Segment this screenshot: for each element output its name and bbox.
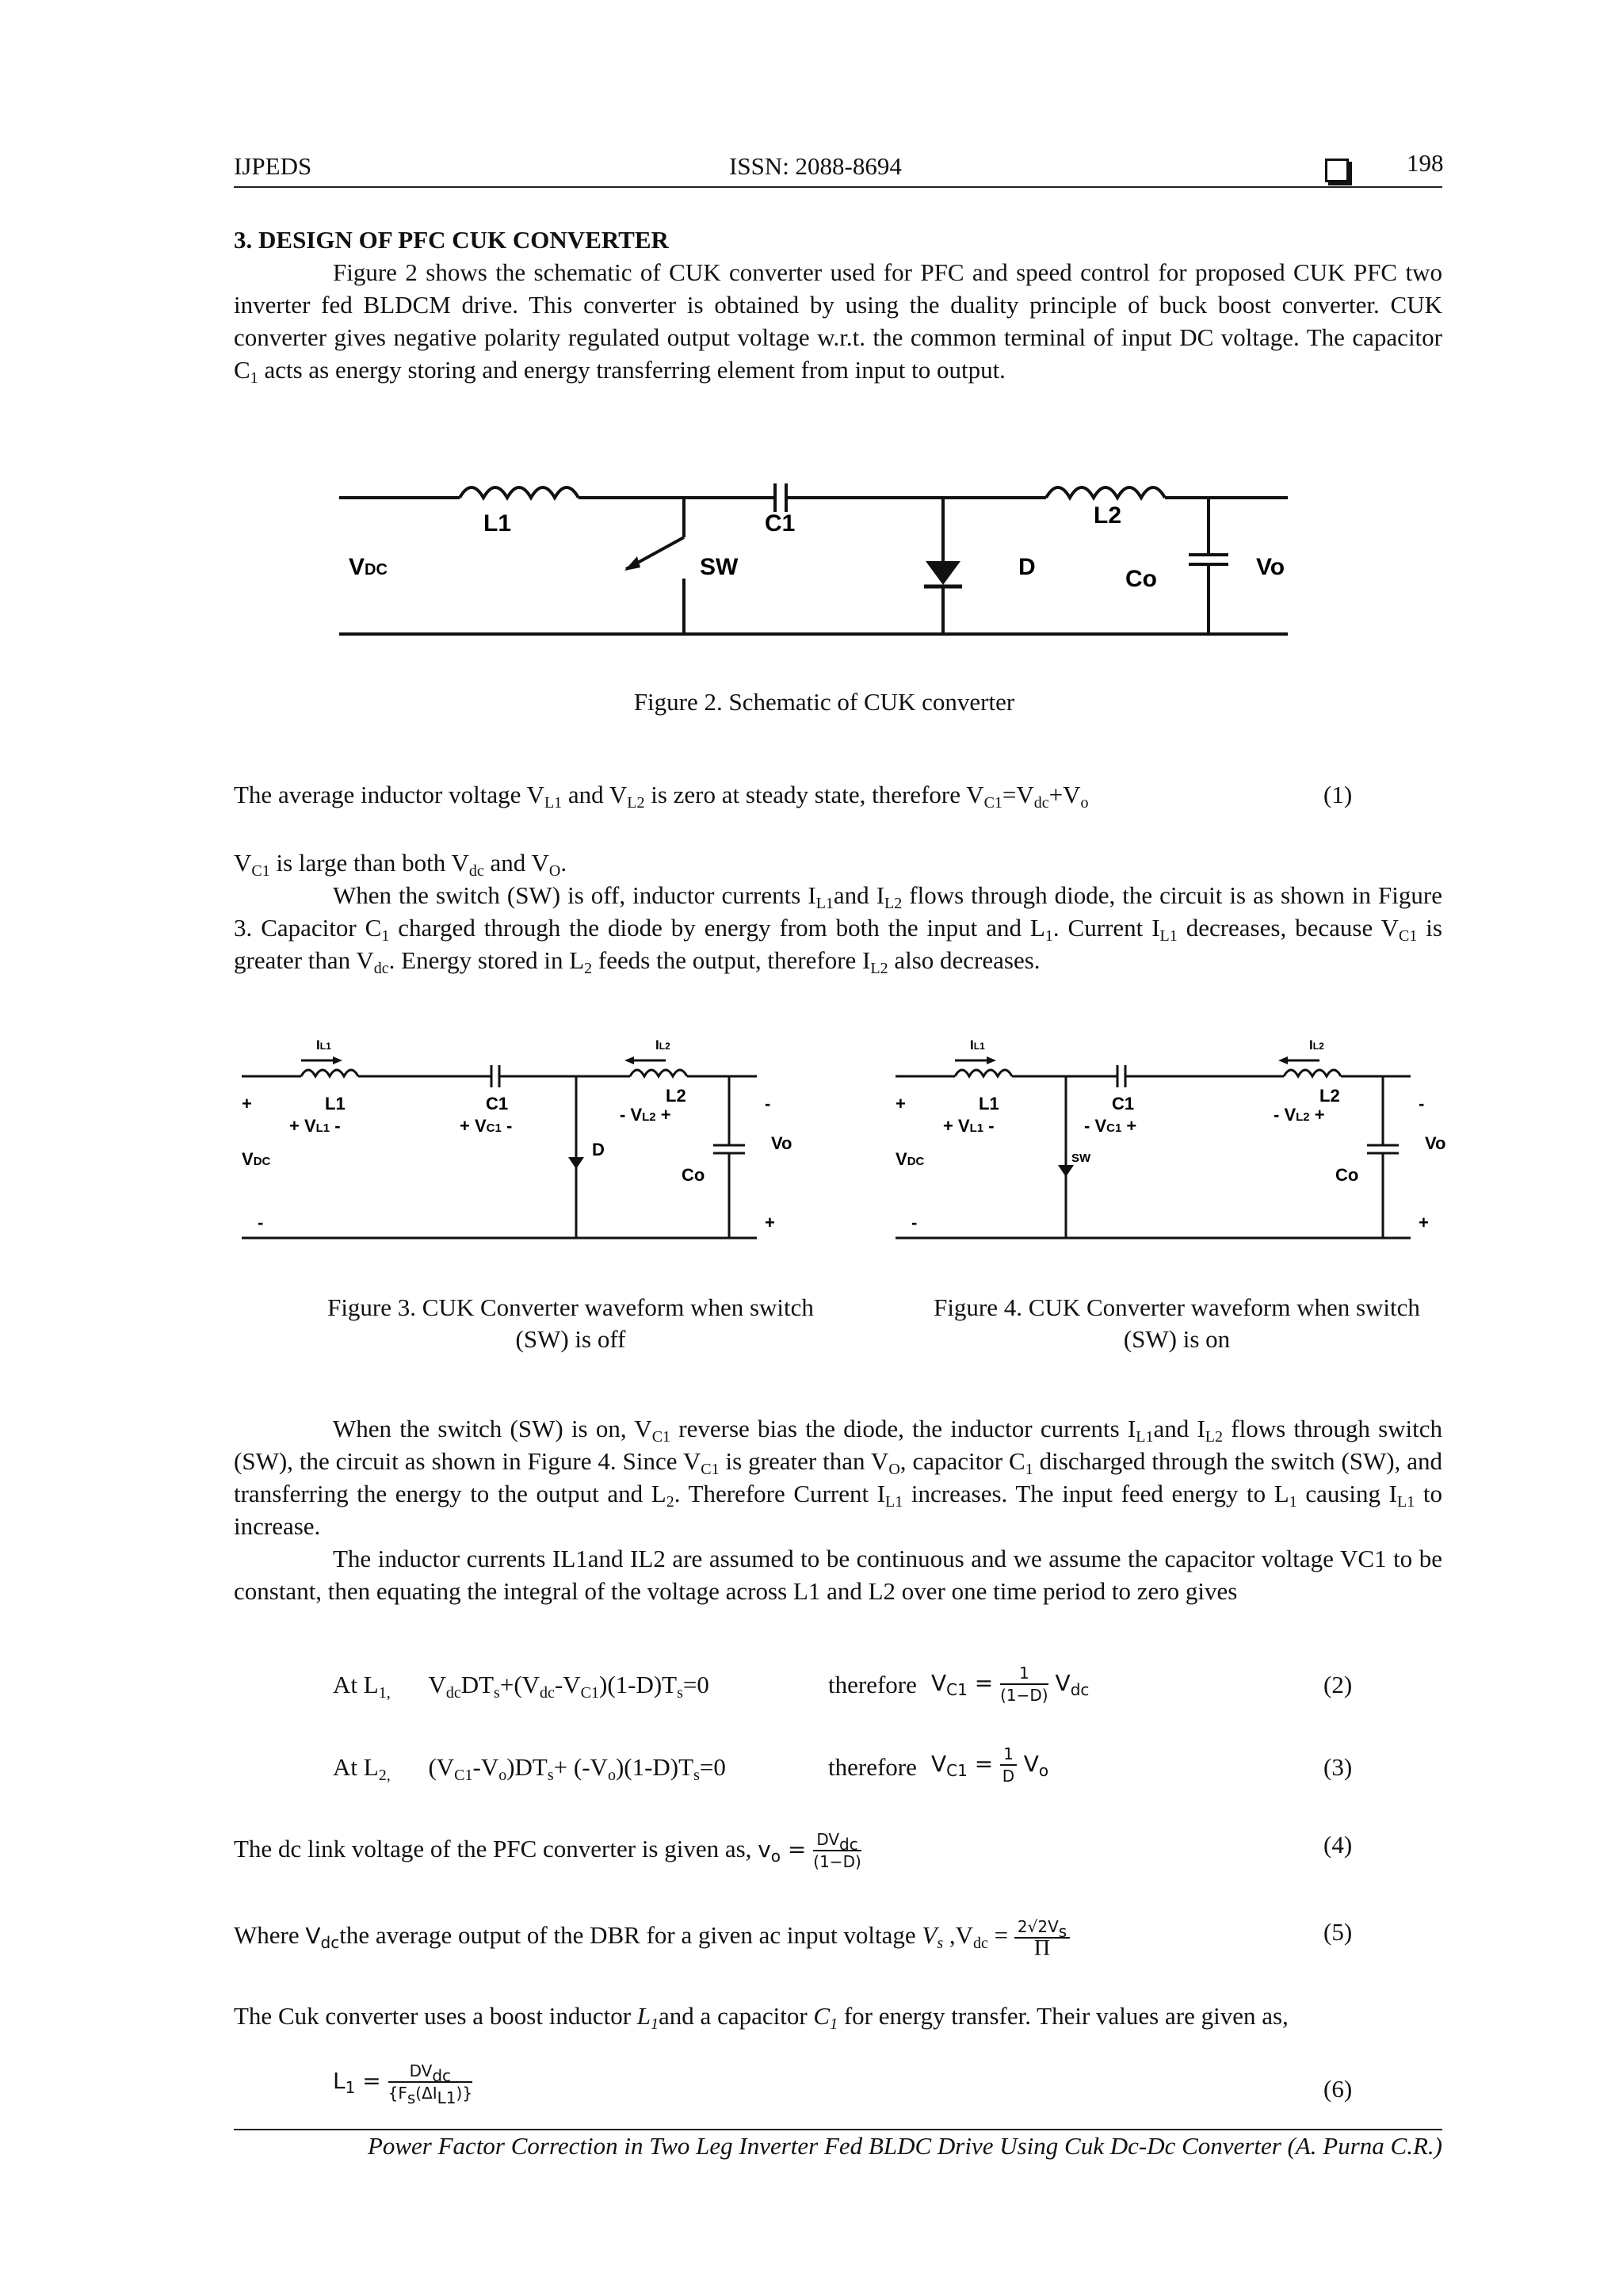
fig4-label-vl2: - VL2 + <box>1274 1105 1325 1125</box>
equation-2-therefore: therefore <box>828 1671 917 1698</box>
fig2-label-co: Co <box>1125 566 1157 592</box>
fig3-label-d: D <box>592 1140 605 1159</box>
intro-paragraph: Figure 2 shows the schematic of CUK converter used for PFC and speed control for proposed CUK PFC two inverter fed BLDCM drive. This converter is obtained by using the duality principle of buck boost converter. CUK converter gives negative polarity regulated output voltage w.r.t. the common terminal of input DC voltage. The capacitor $C_1$ acts as energy storing and energy transferring element from input to output. <box>234 258 1442 387</box>
fig3-plus-left: + <box>242 1094 252 1114</box>
fig2-label-vdc: VDC <box>349 554 388 580</box>
fig2-label-d: D <box>1018 554 1036 580</box>
equation-4-number: (4) <box>1323 1831 1353 1859</box>
checkbox-icon <box>1325 159 1349 182</box>
fig3-label-c1: C1 <box>486 1094 509 1114</box>
fig4-label-vdc: VDC <box>896 1149 925 1169</box>
fig3-label-vo: Vo <box>771 1133 792 1153</box>
fig4-plus-right: + <box>1419 1213 1429 1232</box>
on-state-paragraph: When the switch (SW) is on, $V_{C1}$ reverse bias the diode, the inductor currents $I_{L1}and$ $I_{L2}$ flows through switch (SW), the circuit as shown in Figure 4. Since $V_{C1}$ is greater than $V_O$, capacitor $C_1$ discharged through the switch (SW), and transferring the energy to the output and $L_2$. Therefore Current $I_{L1}$ increases. The input feed energy to $L_1$ causing $I_{L1}$ to increase. The inductor currents IL1and IL2 are assumed to be continuous and we assume the capacitor voltage VC1 to be constant, then equating the integral of the voltage across L1 and L2 over one time period to zero gives <box>234 1412 1442 1607</box>
equation-2-number: (2) <box>1323 1671 1353 1698</box>
fig4-label-l1: L1 <box>979 1094 999 1114</box>
figure-2-caption: Figure 2. Schematic of CUK converter <box>633 688 1015 716</box>
continuous-paragraph: The inductor currents IL1and IL2 are assumed to be continuous and we assume the capacitor voltage VC1 to be constant, then equating the integral of the voltage across L1 and L2 over one time period to zero gives <box>234 1545 1442 1605</box>
equation-1-number: (1) <box>1323 781 1353 808</box>
fig4-label-vo: Vo <box>1425 1133 1446 1153</box>
fig3-label-vc1: + VC1 - <box>460 1116 513 1136</box>
fig4-minus-right: - <box>1419 1094 1425 1114</box>
equation-3-result: $V_{C1}$ = $\frac{1}{D}$ $V_o$ <box>931 1744 1049 1786</box>
figure-2-schematic <box>333 468 1316 658</box>
header-rule <box>234 186 1442 188</box>
equation-3-number: (3) <box>1323 1753 1353 1781</box>
equation-2-result: $V_{C1}$ = $\frac{1}{(1-D)}$ $V_{dc}$ <box>931 1664 1090 1705</box>
equation-3-therefore: therefore <box>828 1753 917 1781</box>
fig2-label-l2: L2 <box>1094 502 1122 529</box>
fig3-label-il1: IL1 <box>316 1037 331 1052</box>
issn: ISSN: 2088-8694 <box>729 152 902 180</box>
equation-1-line: The average inductor voltage $V_{L1}$ and $V_{L2}$ is zero at steady state, therefore $V_{C1}=V_{dc}+V_o$ <box>234 781 1089 812</box>
fig2-label-vo: Vo <box>1256 554 1285 580</box>
equation-6-number: (6) <box>1323 2075 1353 2103</box>
footer-rule <box>234 2129 1442 2130</box>
fig4-label-vc1: - VC1 + <box>1084 1116 1137 1136</box>
fig2-label-l1: L1 <box>483 510 512 537</box>
fig4-minus-left: - <box>911 1213 918 1232</box>
footer-title: Power Factor Correction in Two Leg Inverter Fed BLDC Drive Using Cuk Dc-Dc Converter (A. Purna C.R.) <box>367 2132 1442 2160</box>
fig4-label-sw: SW <box>1071 1152 1091 1165</box>
equation-2-line: At $L_{1,}$ $V_{dc}DT_s+(V_{dc}-V_{C1})(1-D)T_s=0$ <box>333 1671 709 1702</box>
equation-6-line: $L_1$ = $\frac{DV_{dc}}{\{F_s(\Delta I_{L1})\}}$ <box>333 2061 473 2107</box>
fig3-label-il2: IL2 <box>655 1037 670 1052</box>
fig3-label-l1: L1 <box>325 1094 346 1114</box>
fig3-minus-left: - <box>258 1213 264 1232</box>
fig3-label-vl2: - VL2 + <box>620 1105 671 1125</box>
figure-3-schematic <box>234 1030 804 1252</box>
section-intro <box>234 223 1442 386</box>
fig3-label-vl1: + VL1 - <box>289 1116 341 1136</box>
fig3-label-l2: L2 <box>666 1086 686 1106</box>
equation-5-line: Where $V_{dc}the$ average output of the DBR for a given ac input voltage $V_s$ $,V_{dc}$ = $\frac{2√2V_s}{\Pi}$ <box>234 1916 1070 1959</box>
fig4-label-l2: L2 <box>1319 1086 1340 1106</box>
fig4-label-il2: IL2 <box>1309 1037 1324 1052</box>
off-state-paragraph: $V_{C1}$ is large than both $V_{dc}$ and $V_O$. When the switch (SW) is off, inductor currents $I_{L1}and$ $I_{L2}$ flows through diode, the circuit is as shown in Figure 3. Capacitor $C_1$ charged through the diode by energy from both the input and $L_1$. Current $I_{L1}$ decreases, because $V_{C1}$ is greater than $V_{dc}$. Energy stored in $L_2$ feeds the output, therefore $I_{L2}$ also decreases. <box>234 849 1442 977</box>
fig4-plus-left: + <box>896 1094 906 1114</box>
page-number: 198 <box>1407 149 1444 177</box>
equation-3-line: At $L_{2,}$ $(V_{C1}-V_o)DT_s+ (-V_o)(1-D)T_s=0$ <box>333 1753 726 1784</box>
fig3-label-co: Co <box>682 1165 705 1185</box>
equation-5-number: (5) <box>1323 1918 1353 1946</box>
equation-4-line: The dc link voltage of the PFC converter is given as, $v_o$ = $\frac{DV_{dc}}{(1-D)}$ <box>234 1830 861 1871</box>
fig4-label-co: Co <box>1335 1165 1359 1185</box>
fig3-minus-right: - <box>765 1094 771 1114</box>
journal-name: IJPEDS <box>234 152 312 180</box>
section-heading: 3. DESIGN OF PFC CUK CONVERTER <box>234 226 669 254</box>
figure-3-caption: Figure 3. CUK Converter waveform when switch (SW) is off <box>327 1293 814 1353</box>
equation-6-intro: The Cuk converter uses a boost inductor $L_1and$ a capacitor $C_1$ for energy transfer. Their values are given as, <box>234 2002 1289 2033</box>
figure-4-caption: Figure 4. CUK Converter waveform when switch (SW) is on <box>934 1293 1420 1353</box>
fig2-label-c1: C1 <box>765 510 796 537</box>
fig2-label-sw: SW <box>700 554 739 580</box>
fig3-plus-right: + <box>765 1213 775 1232</box>
fig3-label-vdc: VDC <box>242 1149 271 1169</box>
fig4-label-vl1: + VL1 - <box>943 1116 995 1136</box>
fig4-label-c1: C1 <box>1112 1094 1135 1114</box>
fig4-label-il1: IL1 <box>970 1037 985 1052</box>
figure-4-schematic <box>888 1030 1458 1252</box>
